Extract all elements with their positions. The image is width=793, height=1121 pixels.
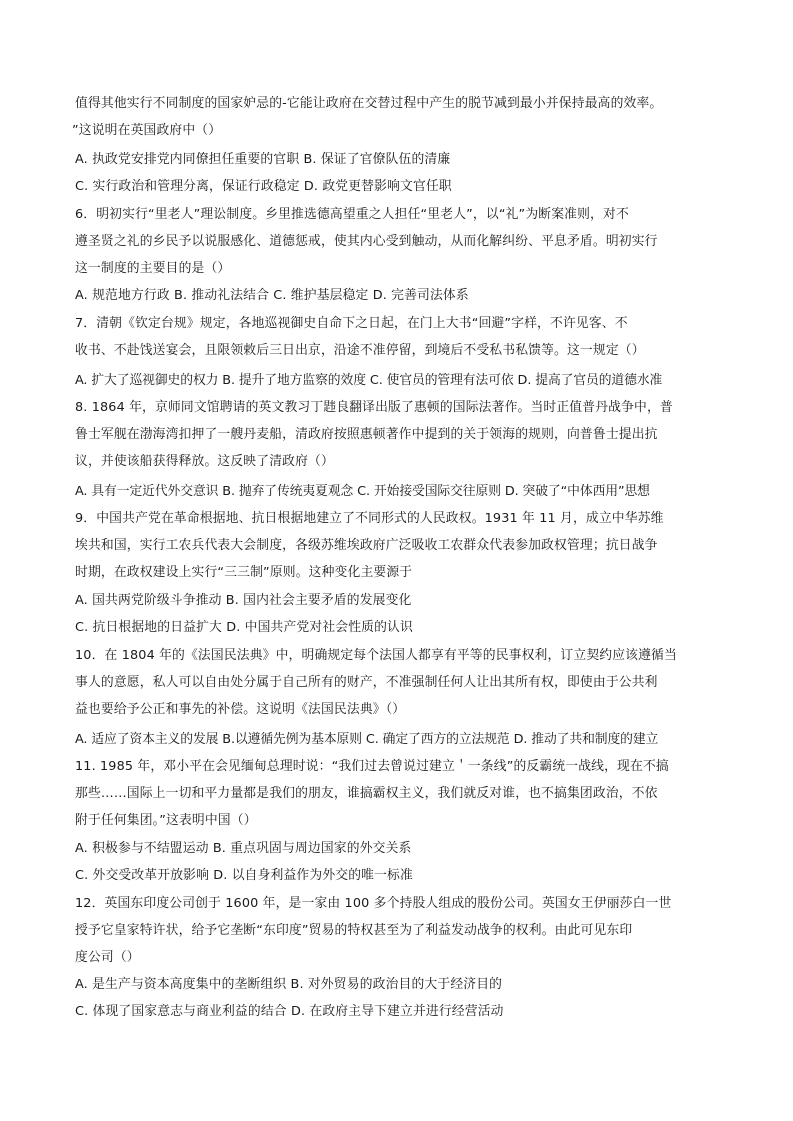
q6-stem-line-1: 6．明初实行“里老人”理讼制度。乡里推选德高望重之人担任“里老人”，以“礼”为断案准则，对不 [75,207,629,222]
q9-options-ab: A. 国共两党阶级斗争推动 B. 国内社会主要矛盾的发展变化 [75,593,412,608]
q5-options-ab: A. 执政党安排党内同僚担任重要的官职 B. 保证了官僚队伍的清廉 [75,152,451,167]
q10-stem-line-3: 益也要给予公正和事先的补偿。这说明《法国民法典》（） [75,702,406,717]
q10-stem-line-1: 10．在 1804 年的《法国民法典》中，明确规定每个法国人都享有平等的民事权利，订立契约应该遵循当 [75,648,677,663]
q8-options: A. 具有一定近代外交意识 B. 抛弃了传统夷夏观念 C. 开始接受国际交往原则 D. 突破了“中体西用”思想 [75,484,650,499]
q5-options-cd: C. 实行政治和管理分离，保证行政稳定 D. 政党更替影响文官任职 [75,179,452,194]
q7-stem-line-2: 收书、不赴饯送宴会，且限领敕后三日出京，沿途不准停留，到境后不受私书私馈等。这一规定（） [75,343,645,358]
q11-options-cd: C. 外交受改革开放影响 D. 以自身利益作为外交的唯一标准 [75,868,413,883]
q12-stem-line-1: 12．英国东印度公司创于 1600 年，是一家由 100 多个持股人组成的股份公司。英国女王伊丽莎白一世 [75,896,672,911]
q5-stem-line-1: 值得其他实行不同制度的国家妒忌的-它能让政府在交替过程中产生的脱节减到最小并保持最高的效率。 [75,96,663,111]
q10-options: A. 适应了资本主义的发展 B.以遵循先例为基本原则 C. 确定了西方的立法规范 D. 推动了共和制度的建立 [75,732,659,747]
q8-stem-line-1: 8. 1864 年，京师同文馆聘请的英文教习丁韪良翻译出版了惠顿的国际法著作。当时正值普丹战争中，普 [75,400,673,415]
q12-options-ab: A. 是生产与资本高度集中的垄断组织 B. 对外贸易的政治目的大于经济目的 [75,977,503,992]
q6-stem-line-3: 这一制度的主要目的是（） [75,261,231,276]
q12-options-cd: C. 体现了国家意志与商业利益的结合 D. 在政府主导下建立并进行经营活动 [75,1004,504,1019]
q7-stem-line-1: 7．清朝《钦定台规》规定，各地巡视御史自命下之日起，在门上大书“回避”字样，不许见客、不 [75,316,628,331]
q10-stem-line-2: 事人的意愿，私人可以自由处分属于自己所有的财产，不准强制任何人让出其所有权，即使由于公共利 [75,675,658,690]
q9-stem-line-3: 时期，在政权建设上实行“三三制”原则。这种变化主要源于 [75,565,413,580]
q8-stem-line-2: 鲁士军舰在渤海湾扣押了一艘丹麦船，清政府按照惠顿著作中提到的关于领海的规则，向普鲁士提出抗 [75,427,658,442]
q5-stem-line-2: ”这说明在英国政府中（） [72,123,222,138]
q9-options-cd: C. 抗日根据地的日益扩大 D. 中国共产党对社会性质的认识 [75,620,413,635]
q11-stem-line-2: 那些……国际上一切和平力量都是我们的朋友，谁搞霸权主义，我们就反对谁，也不搞集团政治，不依 [75,786,658,801]
q7-options: A. 扩大了巡视御史的权力 B. 提升了地方监察的效度 C. 使官员的管理有法可依 D. 提高了官员的道德水准 [75,373,663,388]
q12-stem-line-3: 度公司（） [75,950,140,965]
q6-stem-line-2: 遵圣贤之礼的乡民予以说服感化、道德惩戒，使其内心受到触动，从而化解纠纷、平息矛盾。明初实行 [75,234,658,249]
q11-stem-line-1: 11. 1985 年，邓小平在会见缅甸总理时说：“我们过去曾说过建立＇一条线”的反霸统一战线，现在不搞 [75,759,669,774]
q6-options: A. 规范地方行政 B. 推动礼法结合 C. 维护基层稳定 D. 完善司法体系 [75,288,469,303]
q9-stem-line-1: 9．中国共产党在革命根据地、抗日根据地建立了不同形式的人民政权。1931 年 11 月，成立中华苏维 [75,511,664,526]
q11-options-ab: A. 积极参与不结盟运动 B. 重点巩固与周边国家的外交关系 [75,841,412,856]
q11-stem-line-3: 附于任何集团。”这表明中国（） [75,813,257,828]
q8-stem-line-3: 议，并使该船获得释放。这反映了清政府（） [75,454,334,469]
q12-stem-line-2: 授予它皇家特许状，给予它垄断“东印度”贸易的特权甚至为了利益发动战争的权利。由此可见东印 [75,923,633,938]
q9-stem-line-2: 埃共和国，实行工农兵代表大会制度，各级苏维埃政府广泛吸收工农群众代表参加政权管理；抗日战争 [75,538,658,553]
